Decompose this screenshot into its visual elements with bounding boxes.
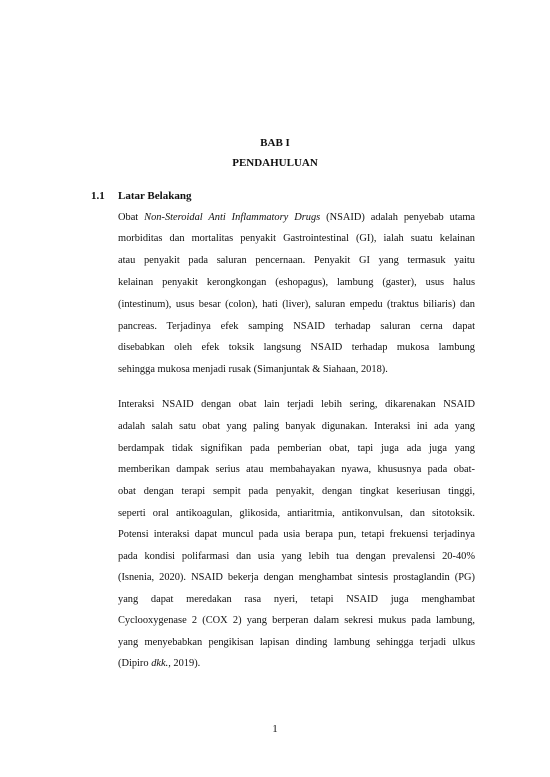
chapter-heading: BAB I [260, 137, 290, 149]
paragraph-2-line: obat dengan terapi sempit pada penyakit, dengan tingkat keseriusan tinggi, [118, 486, 475, 497]
paragraph-1-line: disebabkan oleh efek toksik langsung NSAID terhadap mukosa lambung [118, 342, 475, 353]
paragraph-2-line: yang menyebabkan pengikisan lapisan dinding lambung sehingga terjadi ulkus [118, 637, 475, 648]
paragraph-2-line: yang dapat meredakan rasa nyeri, tetapi NSAID juga menghambat [118, 594, 475, 605]
paragraph-2-line: (Isnenia, 2020). NSAID bekerja dengan menghambat sintesis prostaglandin (PG) [118, 572, 475, 583]
section-title: Latar Belakang [118, 190, 192, 202]
paragraph-2-line: Potensi interaksi dapat muncul pada usia berapa pun, tetapi frekuensi terjadinya [118, 529, 475, 540]
paragraph-2-line: seperti oral antikoagulan, glikosida, antiaritmia, antikonvulsan, dan sitotoksik. [118, 508, 475, 519]
chapter-title: PENDAHULUAN [232, 157, 318, 169]
paragraph-2-line: Interaksi NSAID dengan obat lain terjadi lebih sering, dikarenakan NSAID [118, 399, 475, 410]
paragraph-2-line: Cyclooxygenase 2 (COX 2) yang berperan dalam sekresi mukus pada lambung, [118, 615, 475, 626]
paragraph-1-line: atau penyakit pada saluran pencernaan. Penyakit GI yang termasuk yaitu [118, 255, 475, 266]
paragraph-1-line: (intestinum), usus besar (colon), hati (liver), saluran empedu (traktus biliaris) dan [118, 299, 475, 310]
paragraph-2-line: berdampak tidak signifikan pada pemberian obat, tapi juga ada juga yang [118, 443, 475, 454]
paragraph-2-line: memberikan dampak serius atau membahayakan nyawa, khususnya pada obat- [118, 464, 475, 475]
paragraph-1-line-1: Obat Non-Steroidal Anti Inflammatory Drugs (NSAID) adalah penyebab utama [118, 212, 476, 223]
paragraph-1-line: kelainan penyakit kerongkongan (eshopagus), lambung (gaster), usus halus [118, 277, 475, 288]
paragraph-1-line: morbiditas dan mortalitas penyakit Gastrointestinal (GI), ialah suatu kelainan [118, 233, 475, 244]
paragraph-1-last-line: sehingga mukosa menjadi rusak (Simanjuntak & Siahaan, 2018). [118, 364, 388, 375]
page-number: 1 [272, 723, 278, 735]
paragraph-2-line: adalah salah satu obat yang paling banyak digunakan. Interaksi ini ada yang [118, 421, 475, 432]
paragraph-2-line: pada kondisi polifarmasi dan usia yang lebih tua dengan prevalensi 20-40% [118, 551, 475, 562]
paragraph-2-last-line: (Dipiro dkk., 2019). [118, 658, 201, 669]
paragraph-1-line: pancreas. Terjadinya efek samping NSAID terhadap saluran cerna dapat [118, 321, 475, 332]
section-number: 1.1 [91, 190, 105, 202]
